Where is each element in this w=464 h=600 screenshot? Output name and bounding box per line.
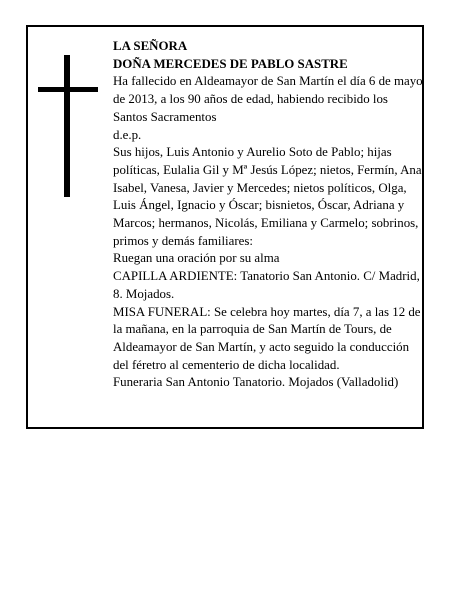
notice-heading: LA SEÑORA	[113, 39, 188, 53]
prayer-request: Ruegan una oración por su alma	[113, 251, 280, 266]
deceased-name: DOÑA MERCEDES DE PABLO SASTRE	[113, 56, 348, 71]
death-announcement: Ha fallecido en Aldeamayor de San Martín el día 6 de mayo de 2013, a los 90 años de edad, habiendo recibido los Santos Sacramentos	[113, 74, 423, 124]
cross-vertical-bar	[64, 55, 70, 197]
latin-cross-icon	[38, 55, 98, 197]
funeral-chapel: CAPILLA ARDIENTE: Tanatorio San Antonio. C/ Madrid, 8. Mojados.	[113, 269, 420, 301]
rest-in-peace: d.e.p.	[113, 127, 142, 142]
funeral-mass: MISA FUNERAL: Se celebra hoy martes, día 7, a las 12 de la mañana, en la parroquia de San Martín de Tours, de Aldeamayor de San Martín, y acto seguido la conducción del féretro al cementerio de dicha localidad.	[113, 304, 421, 372]
obituary-text	[113, 38, 423, 392]
funeral-home: Funeraria San Antonio Tanatorio. Mojados (Valladolid)	[113, 375, 399, 390]
cross-horizontal-bar	[38, 87, 98, 92]
family-list: Sus hijos, Luis Antonio y Aurelio Soto de Pablo; hijas políticas, Eulalia Gil y Mª Jesús López; nietos, Fermín, Ana Isabel, Vanesa, Javier y Mercedes; nietos políticos, Olga, Luis Ángel, Ignacio y Óscar; bisnietos, Óscar, Adriana y Marcos; hermanos, Nicolás, Emiliana y Carmelo; sobrinos, primos y demás familiares:	[113, 145, 422, 248]
